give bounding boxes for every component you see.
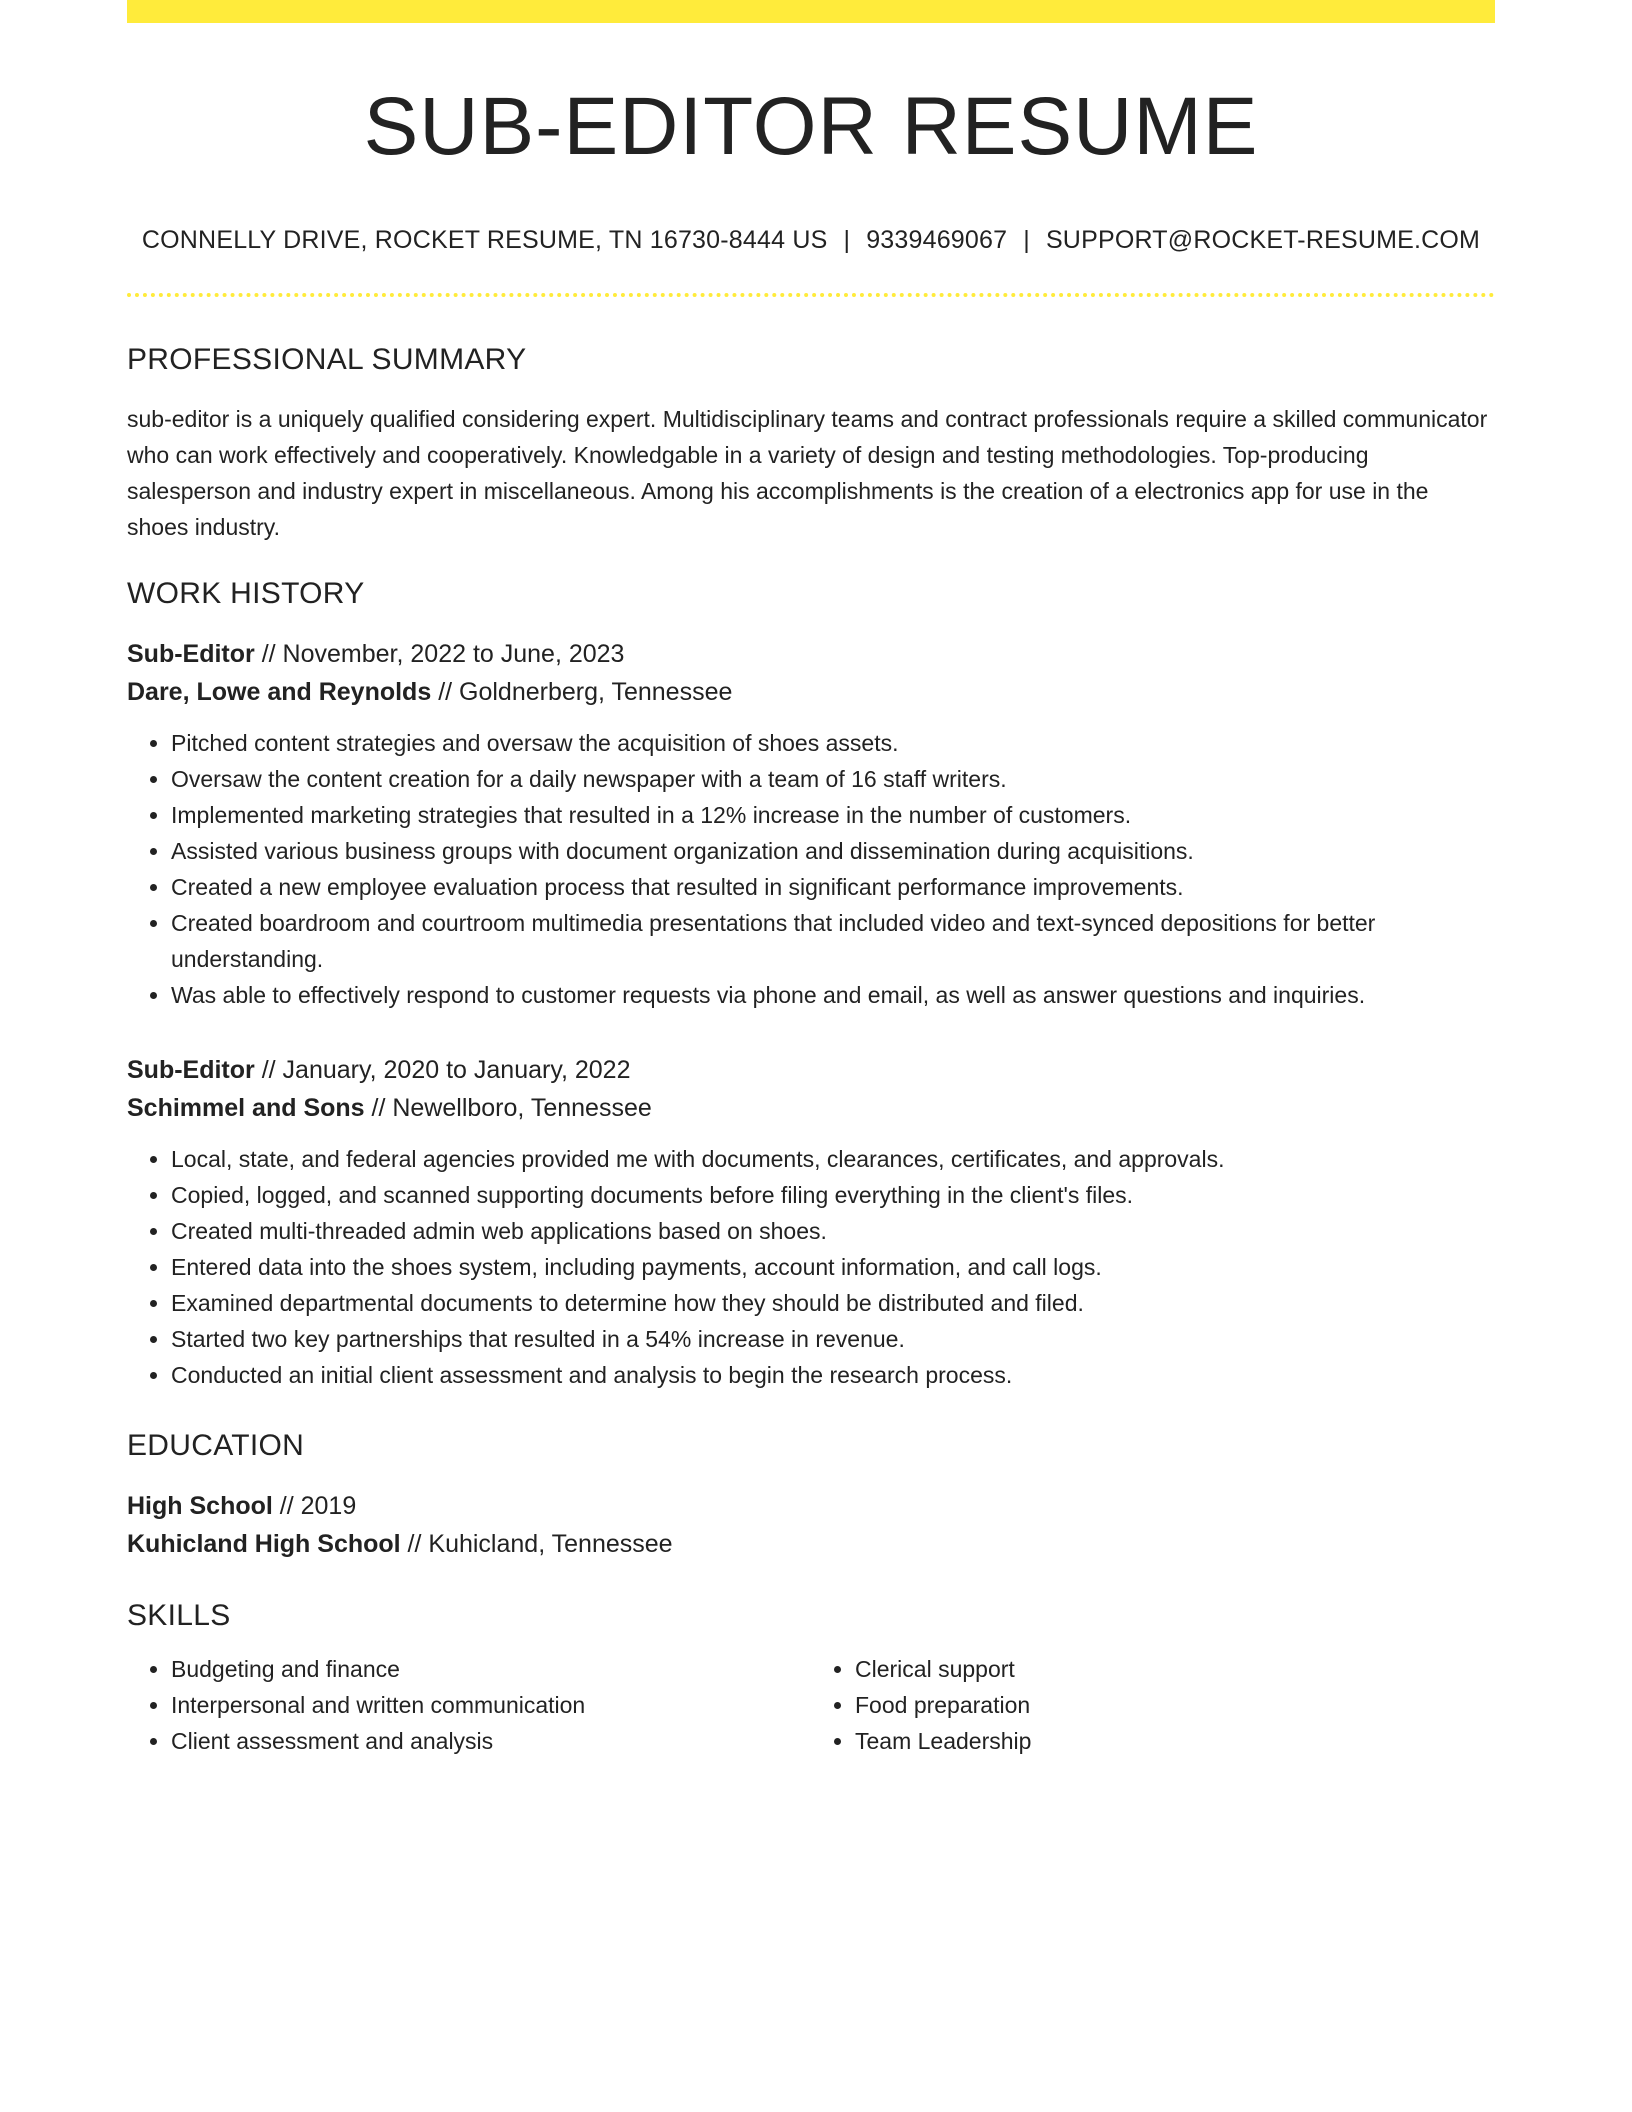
job-entry bbox=[127, 635, 1495, 1013]
education-entry bbox=[127, 1487, 1495, 1563]
skills-column-right bbox=[811, 1651, 1495, 1759]
education-year: // 2019 bbox=[272, 1492, 357, 1521]
skill-item: • Interpersonal and written communication bbox=[171, 1687, 811, 1723]
skills-heading: SKILLS bbox=[127, 1599, 231, 1633]
list-item: • Implemented marketing strategies that resulted in a 12% increase in the number of customers. bbox=[171, 797, 1495, 833]
education-degree-line bbox=[127, 1487, 1495, 1525]
education-location: // Kuhicland, Tennessee bbox=[400, 1530, 673, 1559]
job-company-line bbox=[127, 1089, 1495, 1127]
skills-grid bbox=[127, 1651, 1495, 1759]
list-item: • Started two key partnerships that resulted in a 54% increase in revenue. bbox=[171, 1321, 1495, 1357]
job-entry bbox=[127, 1051, 1495, 1393]
job-bullets bbox=[127, 725, 1495, 1013]
list-item: • Entered data into the shoes system, including payments, account information, and call logs. bbox=[171, 1249, 1495, 1285]
summary-text: sub-editor is a uniquely qualified considering expert. Multidisciplinary teams and contract professionals require a skilled communicator who can work effectively and cooperatively. Knowledgable in a variety of design and testing methodologies. Top-producing salesperson and industry expert in miscellaneous. Among his accomplishments is the creation of a electronics app for use in the shoes industry. bbox=[127, 406, 1488, 541]
education-heading: EDUCATION bbox=[127, 1429, 305, 1463]
list-item: • Copied, logged, and scanned supporting documents before filing everything in the client's files. bbox=[171, 1177, 1495, 1213]
list-item: • Created a new employee evaluation process that resulted in significant performance improvements. bbox=[171, 869, 1495, 905]
job-dates: // January, 2020 to January, 2022 bbox=[254, 1056, 631, 1085]
list-item: • Was able to effectively respond to customer requests via phone and email, as well as answer questions and inquiries. bbox=[171, 977, 1495, 1013]
resume-page bbox=[127, 0, 1495, 1759]
skill-item: • Budgeting and finance bbox=[171, 1651, 811, 1687]
job-location: // Goldnerberg, Tennessee bbox=[431, 678, 733, 707]
list-item: • Created multi-threaded admin web applications based on shoes. bbox=[171, 1213, 1495, 1249]
contact-separator: | bbox=[843, 226, 851, 255]
skill-item: • Team Leadership bbox=[855, 1723, 1495, 1759]
job-dates: // November, 2022 to June, 2023 bbox=[254, 640, 625, 669]
list-item: • Conducted an initial client assessment and analysis to begin the research process. bbox=[171, 1357, 1495, 1393]
dotted-divider bbox=[127, 293, 1495, 297]
skill-item: • Food preparation bbox=[855, 1687, 1495, 1723]
contact-phone: 9339469067 bbox=[866, 226, 1008, 255]
job-company-line bbox=[127, 673, 1495, 711]
contact-line bbox=[127, 226, 1495, 255]
education-school-line bbox=[127, 1525, 1495, 1563]
summary-heading: PROFESSIONAL SUMMARY bbox=[127, 343, 527, 377]
list-item: • Assisted various business groups with document organization and dissemination during acquisitions. bbox=[171, 833, 1495, 869]
list-item: • Created boardroom and courtroom multimedia presentations that included video and text-synced depositions for better understanding. bbox=[171, 905, 1495, 977]
contact-separator: | bbox=[1023, 226, 1030, 255]
skills-column-left bbox=[127, 1651, 811, 1759]
skill-item: • Clerical support bbox=[855, 1651, 1495, 1687]
work-history-heading: WORK HISTORY bbox=[127, 577, 365, 611]
list-item: • Oversaw the content creation for a daily newspaper with a team of 16 staff writers. bbox=[171, 761, 1495, 797]
job-role-line bbox=[127, 635, 1495, 673]
education-school: Kuhicland High School bbox=[127, 1530, 401, 1559]
accent-bar bbox=[127, 0, 1495, 23]
education-degree: High School bbox=[127, 1492, 273, 1521]
list-item: • Local, state, and federal agencies provided me with documents, clearances, certificates, and approvals. bbox=[171, 1141, 1495, 1177]
job-role: Sub-Editor bbox=[127, 640, 255, 669]
job-role-line bbox=[127, 1051, 1495, 1089]
job-company: Dare, Lowe and Reynolds bbox=[127, 678, 432, 707]
skill-item: • Client assessment and analysis bbox=[171, 1723, 811, 1759]
list-item: • Pitched content strategies and oversaw the acquisition of shoes assets. bbox=[171, 725, 1495, 761]
contact-address: CONNELLY DRIVE, ROCKET RESUME, TN 16730-8444 US bbox=[141, 226, 828, 255]
page-title: SUB-EDITOR RESUME bbox=[363, 81, 1259, 172]
job-bullets bbox=[127, 1141, 1495, 1393]
contact-email: SUPPORT@ROCKET-RESUME.COM bbox=[1045, 226, 1481, 255]
job-company: Schimmel and Sons bbox=[127, 1094, 365, 1123]
job-location: // Newellboro, Tennessee bbox=[364, 1094, 652, 1123]
list-item: • Examined departmental documents to determine how they should be distributed and filed. bbox=[171, 1285, 1495, 1321]
job-role: Sub-Editor bbox=[127, 1056, 255, 1085]
